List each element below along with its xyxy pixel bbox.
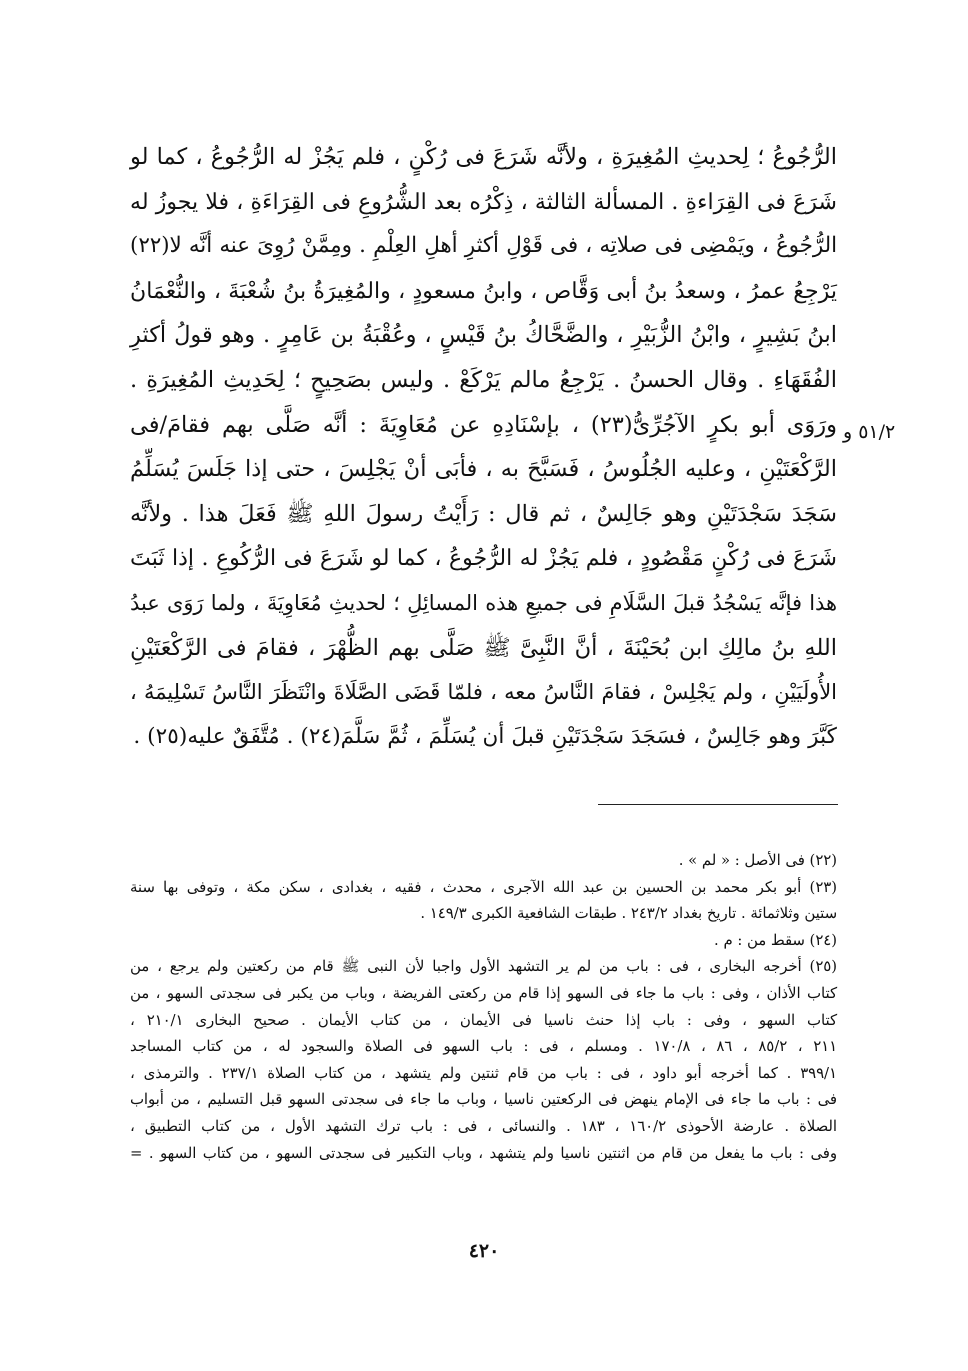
footnote-line: فى : باب ما جاء فى الإمام ينهض فى الركعتين ناسيا ، وباب ما جاء فى سجدتى السهو قبل التسليم ، من أبواب [130, 1091, 837, 1109]
footnote-line: الصلاة . عارضة الأحوذى ١٦٠/٢ ، ١٨٣ . والنسائى ، فى : باب ترك التشهد الأول ، من كتاب التطبيق ، [130, 1117, 838, 1135]
footnote-line: (٢٤) سقط من : م . [714, 931, 837, 949]
main-text-line: ورَوَى أبو بكرٍ الآجُرِّىُّ(٢٣) ، بإسْنَادِهِ عن مُعَاوِيَةَ : أنَّه صَلَّى بهم فقامَ/فى [130, 411, 837, 438]
footnote-line: ٣٩٩/١ . كما أخرجه أبو داود ، فى : باب من قام ثنتين ولم يتشهد ، من كتاب الصلاة ٢٣٧/١ . والترمذى ، [130, 1064, 837, 1082]
main-text-line: شَرَعَ فى رُكْنٍ مَقْصُودٍ ، فلم يَجُزْ له الرُّجُوعُ ، كما لو شَرَعَ فى الرُّكُوعِ . إذا ثَبَتَ [130, 545, 837, 572]
footnote-line: وفى : باب ما يفعل من قام من اثنتين ناسيا ولم يتشهد ، وباب التكبير فى سجدتى السهو ، من كتاب السهو . = [130, 1144, 837, 1162]
footnote-line: ٢١١ ، ٨٥/٢ ، ٨٦ ، ١٧٠/٨ . ومسلم ، فى : باب السهو فى الصلاة والسجود له ، من كتاب المساجد [130, 1038, 838, 1056]
footnote-line: (٢٢) فى الأصل : « لم » . [678, 852, 837, 869]
main-text-line: شَرَعَ فى القِرَاءةِ . المسألة الثالثة ، ذِكْرُه بعد الشُّرُوعِ فى القِرَاءَةِ ، فلا يجوزُ له [130, 188, 837, 215]
main-text-line: كَبَّرَ وهو جَالِسٌ ، فسَجَدَ سَجْدَتَيْنِ قبلَ أن يُسَلِّمَ ، ثُمَّ سَلَّمَ(٢٤) . مُتَّفَقٌ عليه(٢٥) . [133, 723, 837, 749]
main-text-line: الرَّكْعَتَيْنِ ، وعليه الجُلُوسُ ، فَسَبَّحَ به ، فأبَى أنْ يَجْلِسَ ، حتى إذا جَلَسَ يُسَلِّمُ [130, 456, 837, 483]
page-number: ٤٢٠ [468, 1240, 500, 1262]
footnote-line: (٢٣) أبو بكر محمد بن الحسين بن عبد الله الآجرى ، محدث ، فقيه ، بغدادى ، سكن مكة ، وتوفى بها سنة [130, 878, 837, 896]
main-text-line: يَرْجِعُ عمرُ ، وسعدُ بنُ أبى وَقَّاص ، وابنُ مسعودٍ ، والمُغِيرَةُ بنُ شُعْبَةَ ، والنُّعْمَانُ [130, 277, 837, 304]
main-text-line: اللهِ بنُ مالِكِ ابن بُحَيْنَةَ ، أنَّ النَّبِىَّ ﷺ صَلَّى بهم الظُّهْرَ ، فقامَ فى الرَّكْعَتَيْنِ [130, 634, 837, 661]
footnote-line: (٢٥) أخرجه البخارى ، فى : باب من لم ير التشهد الأول واجبا لأن النبى ﷺ قام من ركعتين ولم يرجع ، من [130, 958, 837, 976]
main-text-line: سَجَدَ سَجْدَتَيْنِ وهو جَالِسٌ ، ثم قال : رَأَيْتُ رسولَ اللهِ ﷺ فَعَلَ هذا . ولأنَّه [130, 500, 837, 527]
main-text-line: هذا فإنَّه يَسْجُدُ قبلَ السَّلَامِ فى جميعِ هذه المسائِلِ ؛ لحديثِ مُعَاوِيَةَ ، ولما رَوَى عبدُ [130, 590, 837, 615]
footnote-line: كتاب السهو ، وفى : باب إذا حنث ناسيا فى الأيمان ، من كتاب الأيمان . صحيح البخارى ٢١٠/١ ، [130, 1011, 837, 1029]
main-text-line: الفُقَهَاءِ . وقال الحسنُ . يَرْجِعُ مالم يَرْكَعْ . وليس بصَحِيحٍ ؛ لِحَدِيثِ المُغِيرَةِ . [130, 366, 837, 393]
margin-reference: ٥١/٢ و [843, 421, 896, 443]
footnote-line: ستين وثلاثمائة . تاريخ بغداد ٢٤٣/٢ . طبقات الشافعية الكبرى ١٤٩/٣ . [420, 905, 837, 923]
main-text-line: الرُّجُوعُ ؛ لِحديثِ المُغِيرَةِ ، ولأنَّه شَرَعَ فى رُكْنٍ ، فلم يَجُزْ له الرُّجُوعُ ، كما لو [130, 144, 837, 170]
footnote-line: كتاب الأذان ، وفى : باب ما جاء فى السهو إذا قام من ركعتى الفريضة ، وباب من يكبر فى سجدتى السهو ، من [130, 984, 837, 1002]
main-text-line: ابنُ بَشِيرٍ ، وابْنُ الزُّبَيْرِ ، والضَّحَّاكُ بنُ قَيْسٍ ، وعُقْبَةُ بن عَامِرٍ . وهو قولُ أكثرِ [130, 322, 837, 349]
footnote-separator [598, 804, 838, 805]
main-text-line: الرُّجُوعُ ، ويَمْضِى فى صلاتِه ، فى قَوْلِ أكثرِ أهلِ العِلْمِ . ومِمَّنْ رُوِىَ عنه أنَّه لا(٢٢) [130, 233, 837, 259]
main-text-block [130, 135, 837, 759]
main-text-line: الأُولَيَيْنِ ، ولم يَجْلِسْ ، فقامَ النَّاسُ معه ، فلمّا قَضَى الصَّلَاةَ وانْتَظَرَ النَّاسُ تَسْلِيمَهُ ، [130, 680, 837, 705]
footnotes-block [130, 848, 837, 1167]
